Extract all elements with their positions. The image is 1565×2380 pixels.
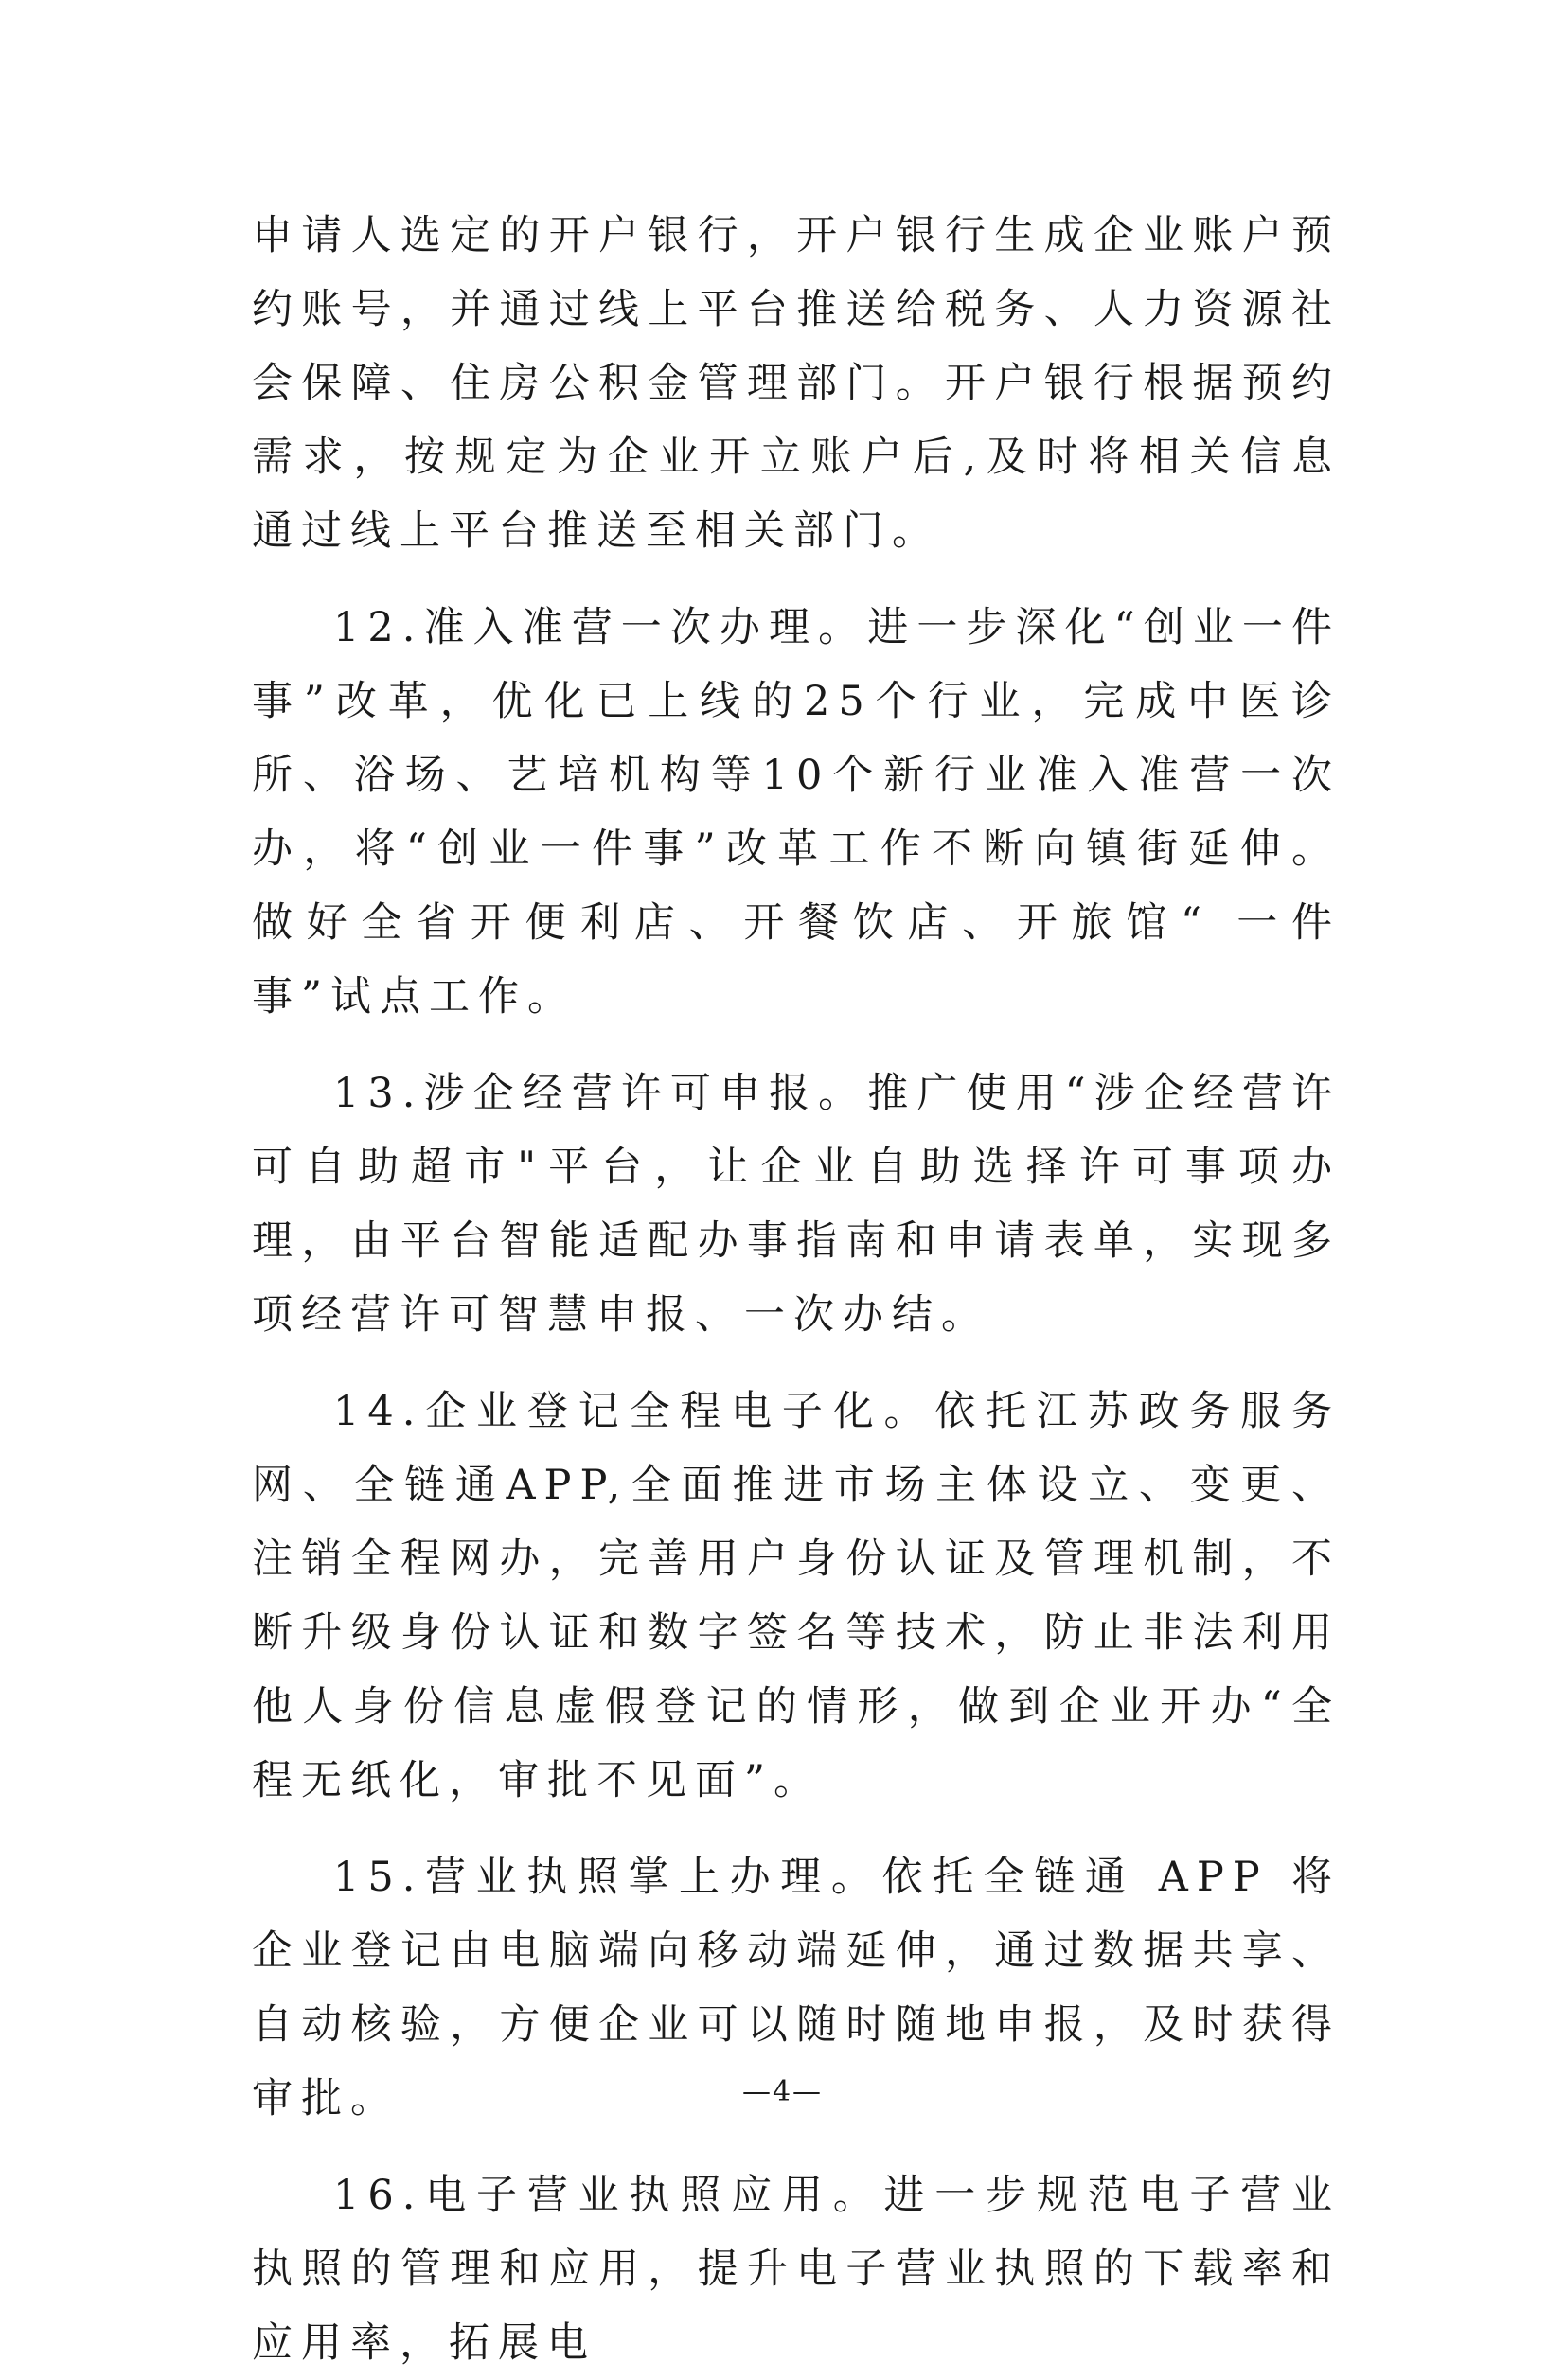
paragraph-continuation: 申请人选定的开户银行，开户银行生成企业账户预约账号，并通过线上平台推送给税务、人力资源社会保障、住房公积金管理部门。开户银行根据预约需求，按规定为企业开立账户后,及时将相关信息通过线上平台推送至相关部门。 [252,212,1341,555]
paragraph-item-12: 12.准入准营一次办理。进一步深化“创业一件事”改革，优化已上线的25个行业，完成中医诊所、浴场、艺培机构等10个新行业准入准营一次办，将“创业一件事”改革工作不断向镇街延伸。做好全省开便利店、开餐饮店、开旅馆“ 一件事”试点工作。 [252,604,1341,1021]
document-body [252,199,1341,2380]
paragraph-item-14: 14.企业登记全程电子化。依托江苏政务服务网、全链通APP,全面推进市场主体设立、变更、注销全程网办，完善用户身份认证及管理机制，不断升级身份认证和数字签名等技术，防止非法利用他人身份信息虚假登记的情形，做到企业开办“全程无纸化，审批不见面”。 [252,1388,1341,1804]
paragraph-item-13: 13.涉企经营许可申报。推广使用“涉企经营许可自助超市"平台，让企业自助选择许可事项办理，由平台智能适配办事指南和申请表单，实现多项经营许可智慧申报、一次办结。 [252,1070,1341,1339]
paragraph-item-16: 16.电子营业执照应用。进一步规范电子营业执照的管理和应用，提升电子营业执照的下载率和应用率，拓展电 [252,2172,1341,2367]
page-number: —4— [741,2075,824,2108]
paragraph-item-15: 15.营业执照掌上办理。依托全链通 APP 将企业登记由电脑端向移动端延伸，通过数据共享、自动核验，方便企业可以随时随地申报，及时获得审批。 [252,1854,1341,2122]
